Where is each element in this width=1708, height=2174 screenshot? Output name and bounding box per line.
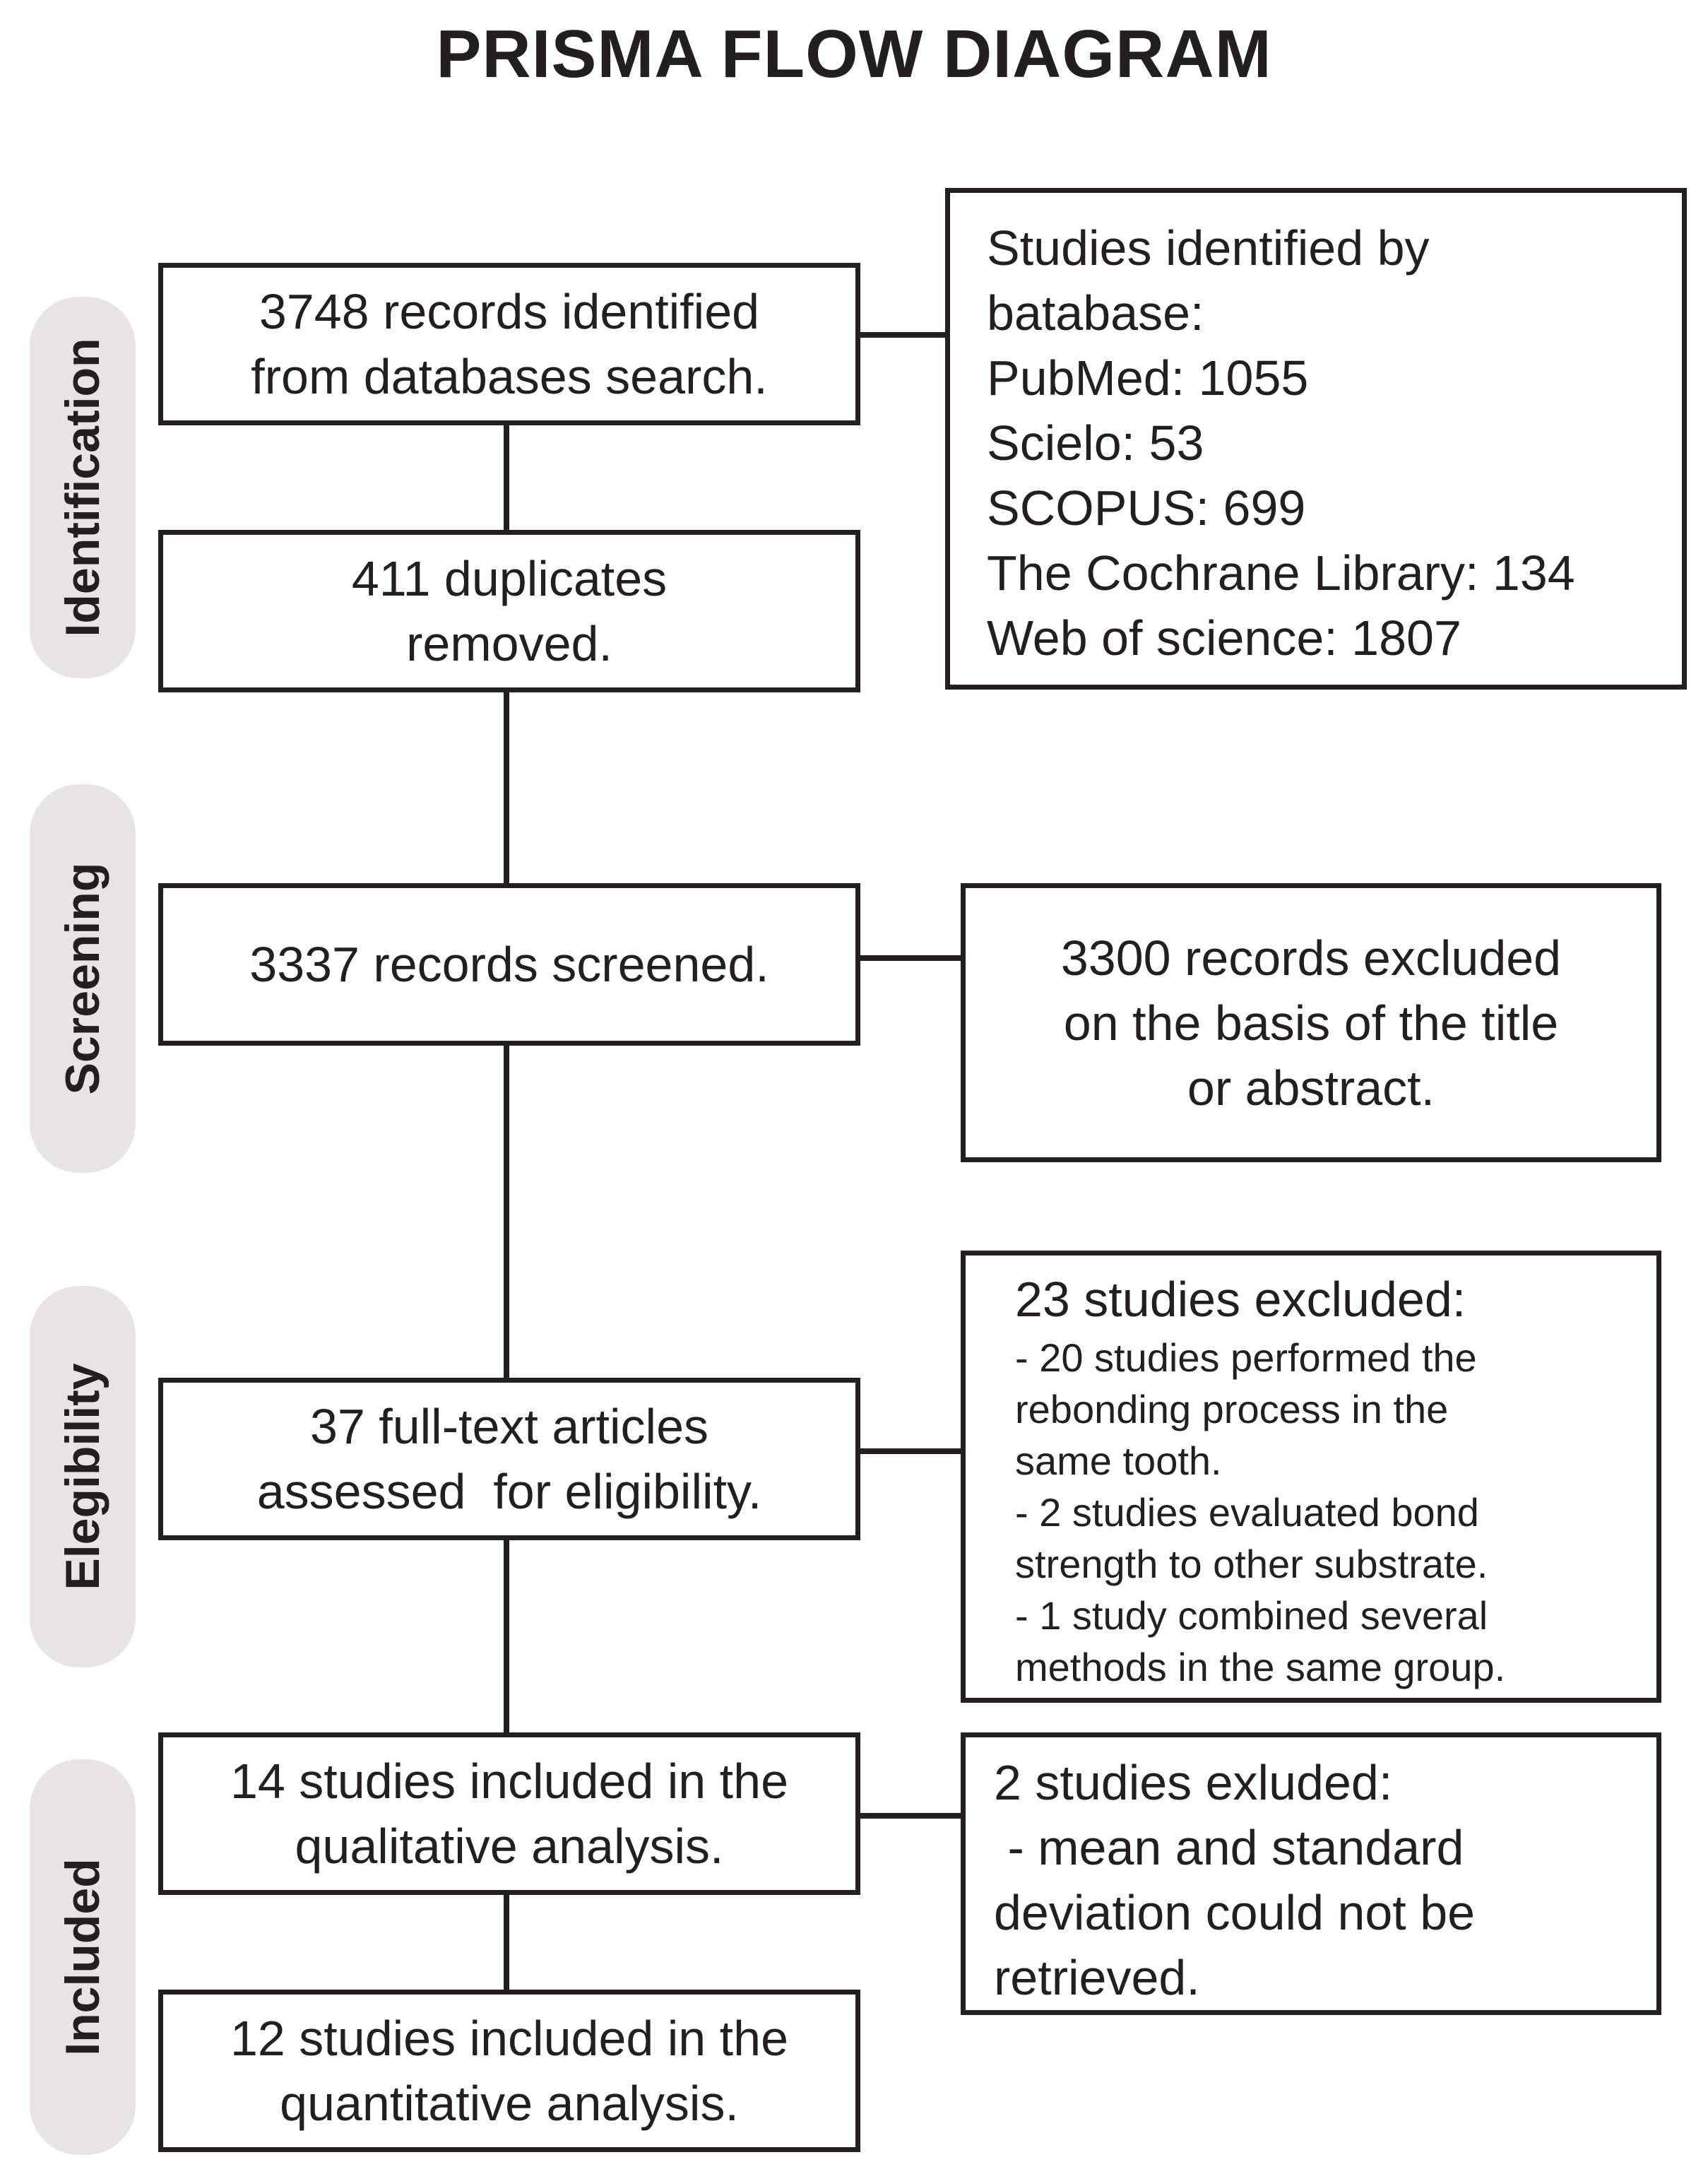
stage-identification (30, 297, 136, 678)
connector-horizontal-excluded-included (855, 1813, 964, 1819)
database-item: PubMed: 1055 (987, 350, 1309, 406)
diagram-title: PRISMA FLOW DIAGRAM (436, 16, 1272, 92)
excluded-eligibility-box (961, 1251, 1661, 1703)
duplicates-removed-box (158, 530, 860, 692)
records-screened-text: 3337 records screened. (249, 937, 769, 992)
database-item: SCOPUS: 699 (987, 480, 1306, 536)
stage-included (30, 1759, 136, 2155)
exclusion-reason: methods in the same group. (1015, 1645, 1506, 1689)
database-item: The Cochrane Library: 134 (987, 545, 1575, 601)
full-text-assessed-text: 37 full-text articles assessed for eligibility. (256, 1399, 762, 1519)
exclusion-reason: rebonding process in the (1015, 1387, 1449, 1431)
exclusion-reason: strength to other substrate. (1015, 1542, 1488, 1586)
excluded-title-box (961, 883, 1661, 1162)
stage-included-label: Included (56, 1858, 109, 2056)
database-item: Web of science: 1807 (987, 610, 1461, 666)
connector-horizontal-databases (855, 332, 954, 338)
stage-screening-label: Screening (56, 862, 109, 1095)
connector-vertical-1 (504, 421, 509, 533)
exclusion-reason: - 2 studies evaluated bond (1015, 1490, 1479, 1535)
databases-heading-1: Studies identified by (987, 220, 1430, 276)
exclusion-reason: - 20 studies performed the (1015, 1335, 1477, 1380)
connector-vertical-3 (504, 1041, 509, 1380)
databases-box (945, 188, 1687, 690)
connector-horizontal-excluded-eligibility (855, 1448, 964, 1454)
exclusion-reason: deviation could not be (994, 1885, 1476, 1940)
quantitative-box (158, 1990, 860, 2152)
excluded-included-box (961, 1732, 1661, 2015)
stage-identification-label: Identification (56, 338, 109, 637)
stage-screening (30, 784, 136, 1173)
quantitative-text: 12 studies included in the quantitative analysis. (230, 2011, 788, 2131)
connector-vertical-4 (504, 1536, 509, 1739)
excluded-included-heading: 2 studies exluded: (994, 1755, 1393, 1810)
connector-vertical-5 (504, 1892, 509, 1992)
stage-elegibility-label: Elegibility (56, 1363, 109, 1590)
exclusion-reason: - 1 study combined several (1015, 1593, 1488, 1638)
excluded-eligibility-heading: 23 studies excluded: (1015, 1272, 1466, 1327)
excluded-title-text: 3300 records excluded on the basis of the title or abstract. (1060, 930, 1562, 1116)
exclusion-reason: - mean and standard (994, 1820, 1464, 1875)
full-text-assessed-box (158, 1378, 860, 1540)
qualitative-text: 14 studies included in the qualitative analysis. (230, 1754, 788, 1874)
connector-vertical-2 (504, 687, 509, 887)
exclusion-reason: same tooth. (1015, 1438, 1222, 1483)
records-screened-box (158, 883, 860, 1046)
connector-horizontal-excluded-title (855, 955, 964, 961)
exclusion-reason: retrieved. (994, 1950, 1200, 2005)
duplicates-removed-text: 411 duplicates removed. (351, 551, 668, 671)
stage-elegibility (30, 1286, 136, 1667)
records-identified-box (158, 263, 860, 425)
records-identified-text: 3748 records identified from databases search. (251, 284, 768, 404)
qualitative-box (158, 1732, 860, 1895)
databases-heading-2: batabase: (987, 285, 1204, 341)
database-item: Scielo: 53 (987, 415, 1204, 471)
